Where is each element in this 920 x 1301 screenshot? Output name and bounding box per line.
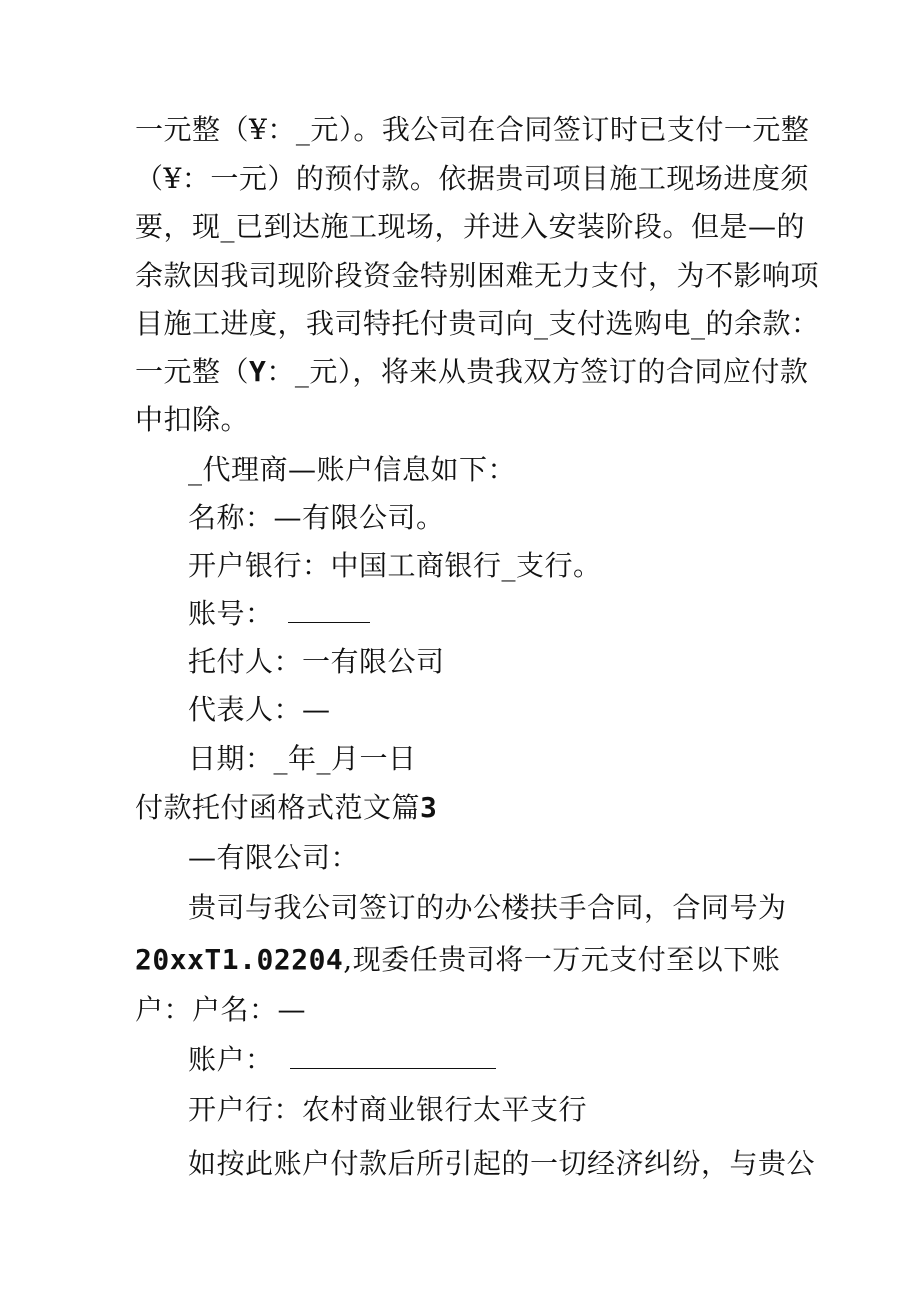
letter-body-line-2-rest: ,现委任贵司将一万元支付至以下账 xyxy=(343,943,781,976)
letter-body-line-3: 户：户名：— xyxy=(135,993,307,1026)
paragraph-line-6 xyxy=(135,354,808,390)
line6-suffix: ：_元），将来从贵我双方签订的合同应付款 xyxy=(266,355,809,388)
agent-name: 名称：—有限公司。 xyxy=(188,501,445,534)
letter-account-label: 账户： xyxy=(188,1043,274,1076)
paragraph-line-7: 中扣除。 xyxy=(135,403,250,436)
section-title xyxy=(135,790,437,826)
letter-salutation: —有限公司： xyxy=(188,841,360,874)
agent-date: 日期：_年_月一日 xyxy=(188,742,417,775)
paragraph-line-5: 目施工进度，我司特托付贵司向_支付选购电_的余款： xyxy=(135,307,820,340)
letter-closing-line: 如按此账户付款后所引起的一切经济纠纷，与贵公 xyxy=(188,1147,816,1180)
paragraph-line-2: （¥：一元）的预付款。依据贵司项目施工现场进度须 xyxy=(135,162,809,195)
agent-info-heading: _代理商—账户信息如下： xyxy=(188,453,517,486)
letter-body-line-1: 贵司与我公司签订的办公楼扶手合同，合同号为 xyxy=(188,891,787,924)
contract-number: 20xxT1.02204 xyxy=(135,943,344,976)
paragraph-line-1: 一元整（¥：_元）。我公司在合同签订时已支付一元整 xyxy=(135,113,810,146)
letter-account-blank-line xyxy=(290,1042,496,1069)
letter-account xyxy=(188,1042,496,1078)
section-title-text: 付款托付函格式范文篇 xyxy=(135,791,421,824)
agent-principal: 托付人：一有限公司 xyxy=(188,645,445,678)
line6-prefix: 一元整（ xyxy=(135,355,250,388)
line6-bold-symbol: Y xyxy=(249,355,267,388)
paragraph-line-3: 要，现_已到达施工现场，并进入安装阶段。但是—的 xyxy=(135,210,806,243)
letter-bank: 开户行：农村商业银行太平支行 xyxy=(188,1093,588,1126)
agent-representative: 代表人：— xyxy=(188,693,331,726)
section-title-number: 3 xyxy=(420,791,438,824)
paragraph-line-4: 余款因我司现阶段资金特别困难无力支付，为不影响项 xyxy=(135,259,820,292)
letter-body-line-2 xyxy=(135,942,780,978)
account-blank-line xyxy=(288,596,370,623)
account-label: 账号： xyxy=(188,597,274,630)
agent-account xyxy=(188,596,370,632)
agent-bank: 开户银行：中国工商银行_支行。 xyxy=(188,549,602,582)
